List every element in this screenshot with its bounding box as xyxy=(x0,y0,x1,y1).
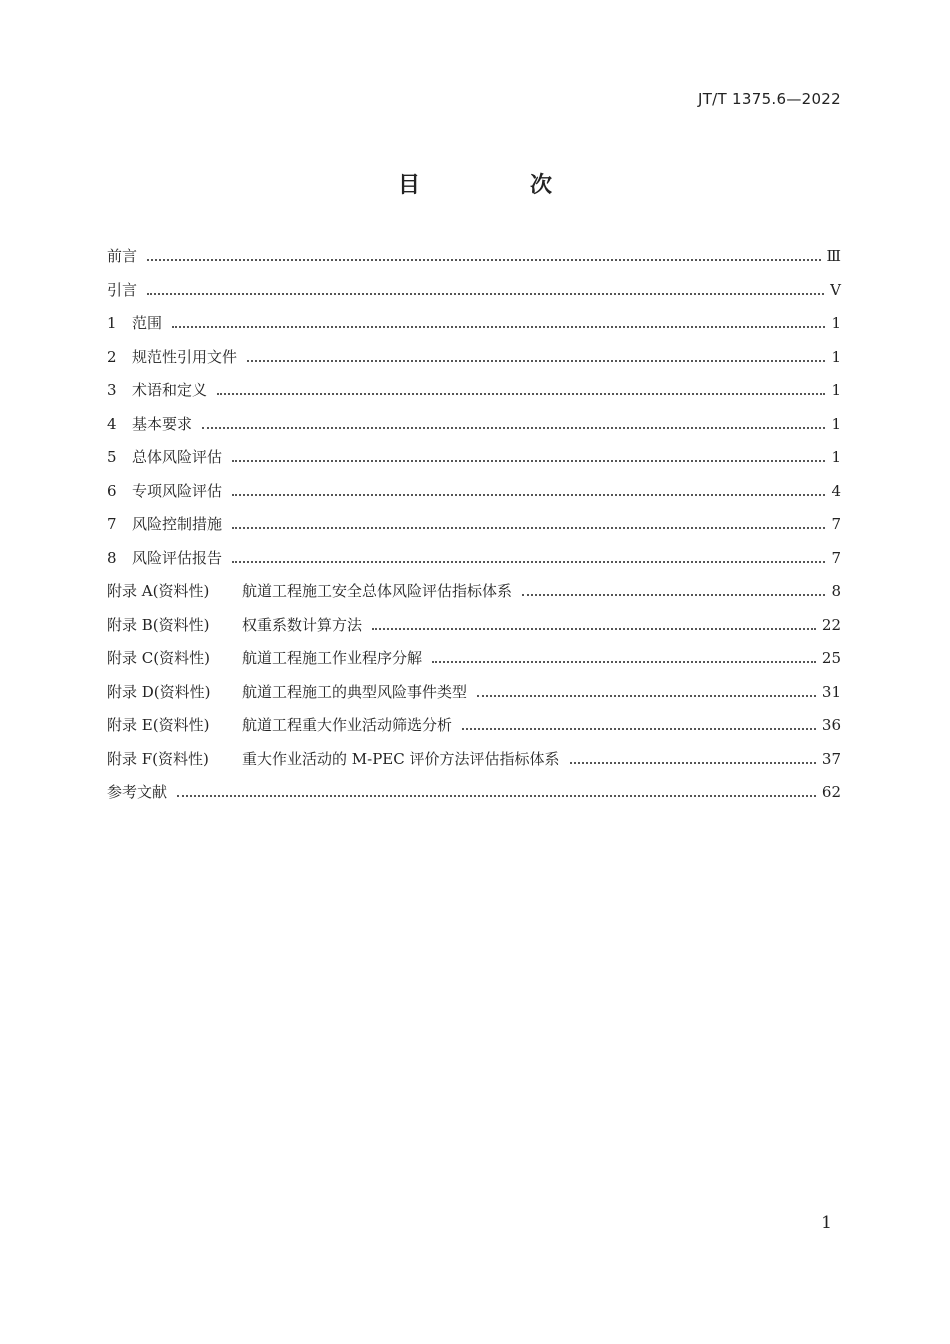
table-of-contents xyxy=(107,245,841,815)
toc-entry[interactable] xyxy=(107,312,841,346)
toc-number: 5 xyxy=(107,448,117,466)
toc-number: 6 xyxy=(107,481,117,500)
toc-label: 前言 xyxy=(107,247,138,265)
toc-number: 8 xyxy=(107,548,117,567)
toc-entry[interactable] xyxy=(107,480,841,514)
toc-page: 7 xyxy=(831,548,841,567)
toc-page: 1 xyxy=(831,314,841,332)
toc-page: 1 xyxy=(831,381,841,399)
toc-entry-references[interactable] xyxy=(107,781,841,815)
appendix-number: 附录 E(资料性) xyxy=(107,716,210,734)
dot-leader xyxy=(147,259,821,261)
dot-leader xyxy=(147,293,824,295)
toc-page: 31 xyxy=(821,682,841,701)
toc-number: 3 xyxy=(107,381,117,399)
appendix-number: 附录 A(资料性) xyxy=(107,582,210,600)
appendix-number: 附录 B(资料性) xyxy=(107,615,210,634)
toc-label: 航道工程施工安全总体风险评估指标体系 xyxy=(242,582,513,600)
appendix-number: 附录 D(资料性) xyxy=(107,682,211,701)
toc-entry[interactable] xyxy=(107,379,841,413)
toc-label: 规范性引用文件 xyxy=(132,347,238,366)
toc-label: 重大作业活动的 M-PEC 评价方法评估指标体系 xyxy=(242,749,560,768)
toc-page: 1 xyxy=(831,448,841,466)
toc-label: 航道工程施工作业程序分解 xyxy=(242,649,423,667)
toc-page: 62 xyxy=(821,783,841,801)
toc-label: 航道工程重大作业活动筛选分析 xyxy=(242,716,453,734)
toc-appendix-entry[interactable] xyxy=(107,714,841,748)
toc-label: 航道工程施工的典型风险事件类型 xyxy=(242,682,468,701)
toc-label: 权重系数计算方法 xyxy=(242,615,363,634)
dot-leader xyxy=(247,360,825,362)
toc-page: Ⅲ xyxy=(826,247,841,265)
toc-page: 7 xyxy=(831,515,841,533)
toc-label: 范围 xyxy=(132,314,163,332)
toc-appendix-entry[interactable] xyxy=(107,580,841,614)
dot-leader xyxy=(522,594,825,596)
toc-number: 7 xyxy=(107,515,117,533)
toc-entry[interactable] xyxy=(107,346,841,380)
toc-label: 风险评估报告 xyxy=(132,548,223,567)
dot-leader xyxy=(232,527,825,529)
dot-leader xyxy=(477,695,816,697)
toc-appendix-entry[interactable] xyxy=(107,647,841,681)
toc-appendix-entry[interactable] xyxy=(107,614,841,648)
toc-page: 8 xyxy=(831,582,841,600)
toc-number: 1 xyxy=(107,314,117,332)
dot-leader xyxy=(217,393,825,395)
page-number: 1 xyxy=(821,1213,832,1233)
dot-leader xyxy=(232,561,825,563)
toc-number: 4 xyxy=(107,414,117,433)
toc-entry[interactable] xyxy=(107,279,841,313)
toc-entry[interactable] xyxy=(107,446,841,480)
toc-page: 36 xyxy=(821,716,841,734)
toc-label: 引言 xyxy=(107,280,138,299)
standard-number: JT/T 1375.6—2022 xyxy=(697,90,841,108)
dot-leader xyxy=(462,728,816,730)
toc-label: 风险控制措施 xyxy=(132,515,223,533)
toc-entry[interactable] xyxy=(107,547,841,581)
toc-page: Ⅴ xyxy=(830,280,841,299)
dot-leader xyxy=(372,628,816,630)
dot-leader xyxy=(570,762,816,764)
toc-label: 术语和定义 xyxy=(132,381,208,399)
toc-appendix-entry[interactable] xyxy=(107,681,841,715)
page-title: 目 次 xyxy=(397,173,596,198)
toc-label: 基本要求 xyxy=(132,414,193,433)
appendix-number: 附录 C(资料性) xyxy=(107,649,210,667)
toc-appendix-entry[interactable] xyxy=(107,748,841,782)
dot-leader xyxy=(232,494,825,496)
toc-entry[interactable] xyxy=(107,513,841,547)
toc-page: 25 xyxy=(821,649,841,667)
toc-page: 22 xyxy=(821,615,841,634)
dot-leader xyxy=(202,427,825,429)
toc-page: 1 xyxy=(831,414,841,433)
dot-leader xyxy=(232,460,825,462)
toc-label: 总体风险评估 xyxy=(132,448,223,466)
dot-leader xyxy=(177,795,816,797)
dot-leader xyxy=(432,661,816,663)
toc-entry[interactable] xyxy=(107,245,841,279)
appendix-number: 附录 F(资料性) xyxy=(107,749,209,768)
toc-page: 4 xyxy=(831,481,841,500)
toc-entry[interactable] xyxy=(107,413,841,447)
toc-number: 2 xyxy=(107,347,117,366)
toc-page: 37 xyxy=(821,749,841,768)
toc-label: 参考文献 xyxy=(107,783,168,801)
dot-leader xyxy=(172,326,825,328)
toc-page: 1 xyxy=(831,347,841,366)
toc-label: 专项风险评估 xyxy=(132,481,223,500)
